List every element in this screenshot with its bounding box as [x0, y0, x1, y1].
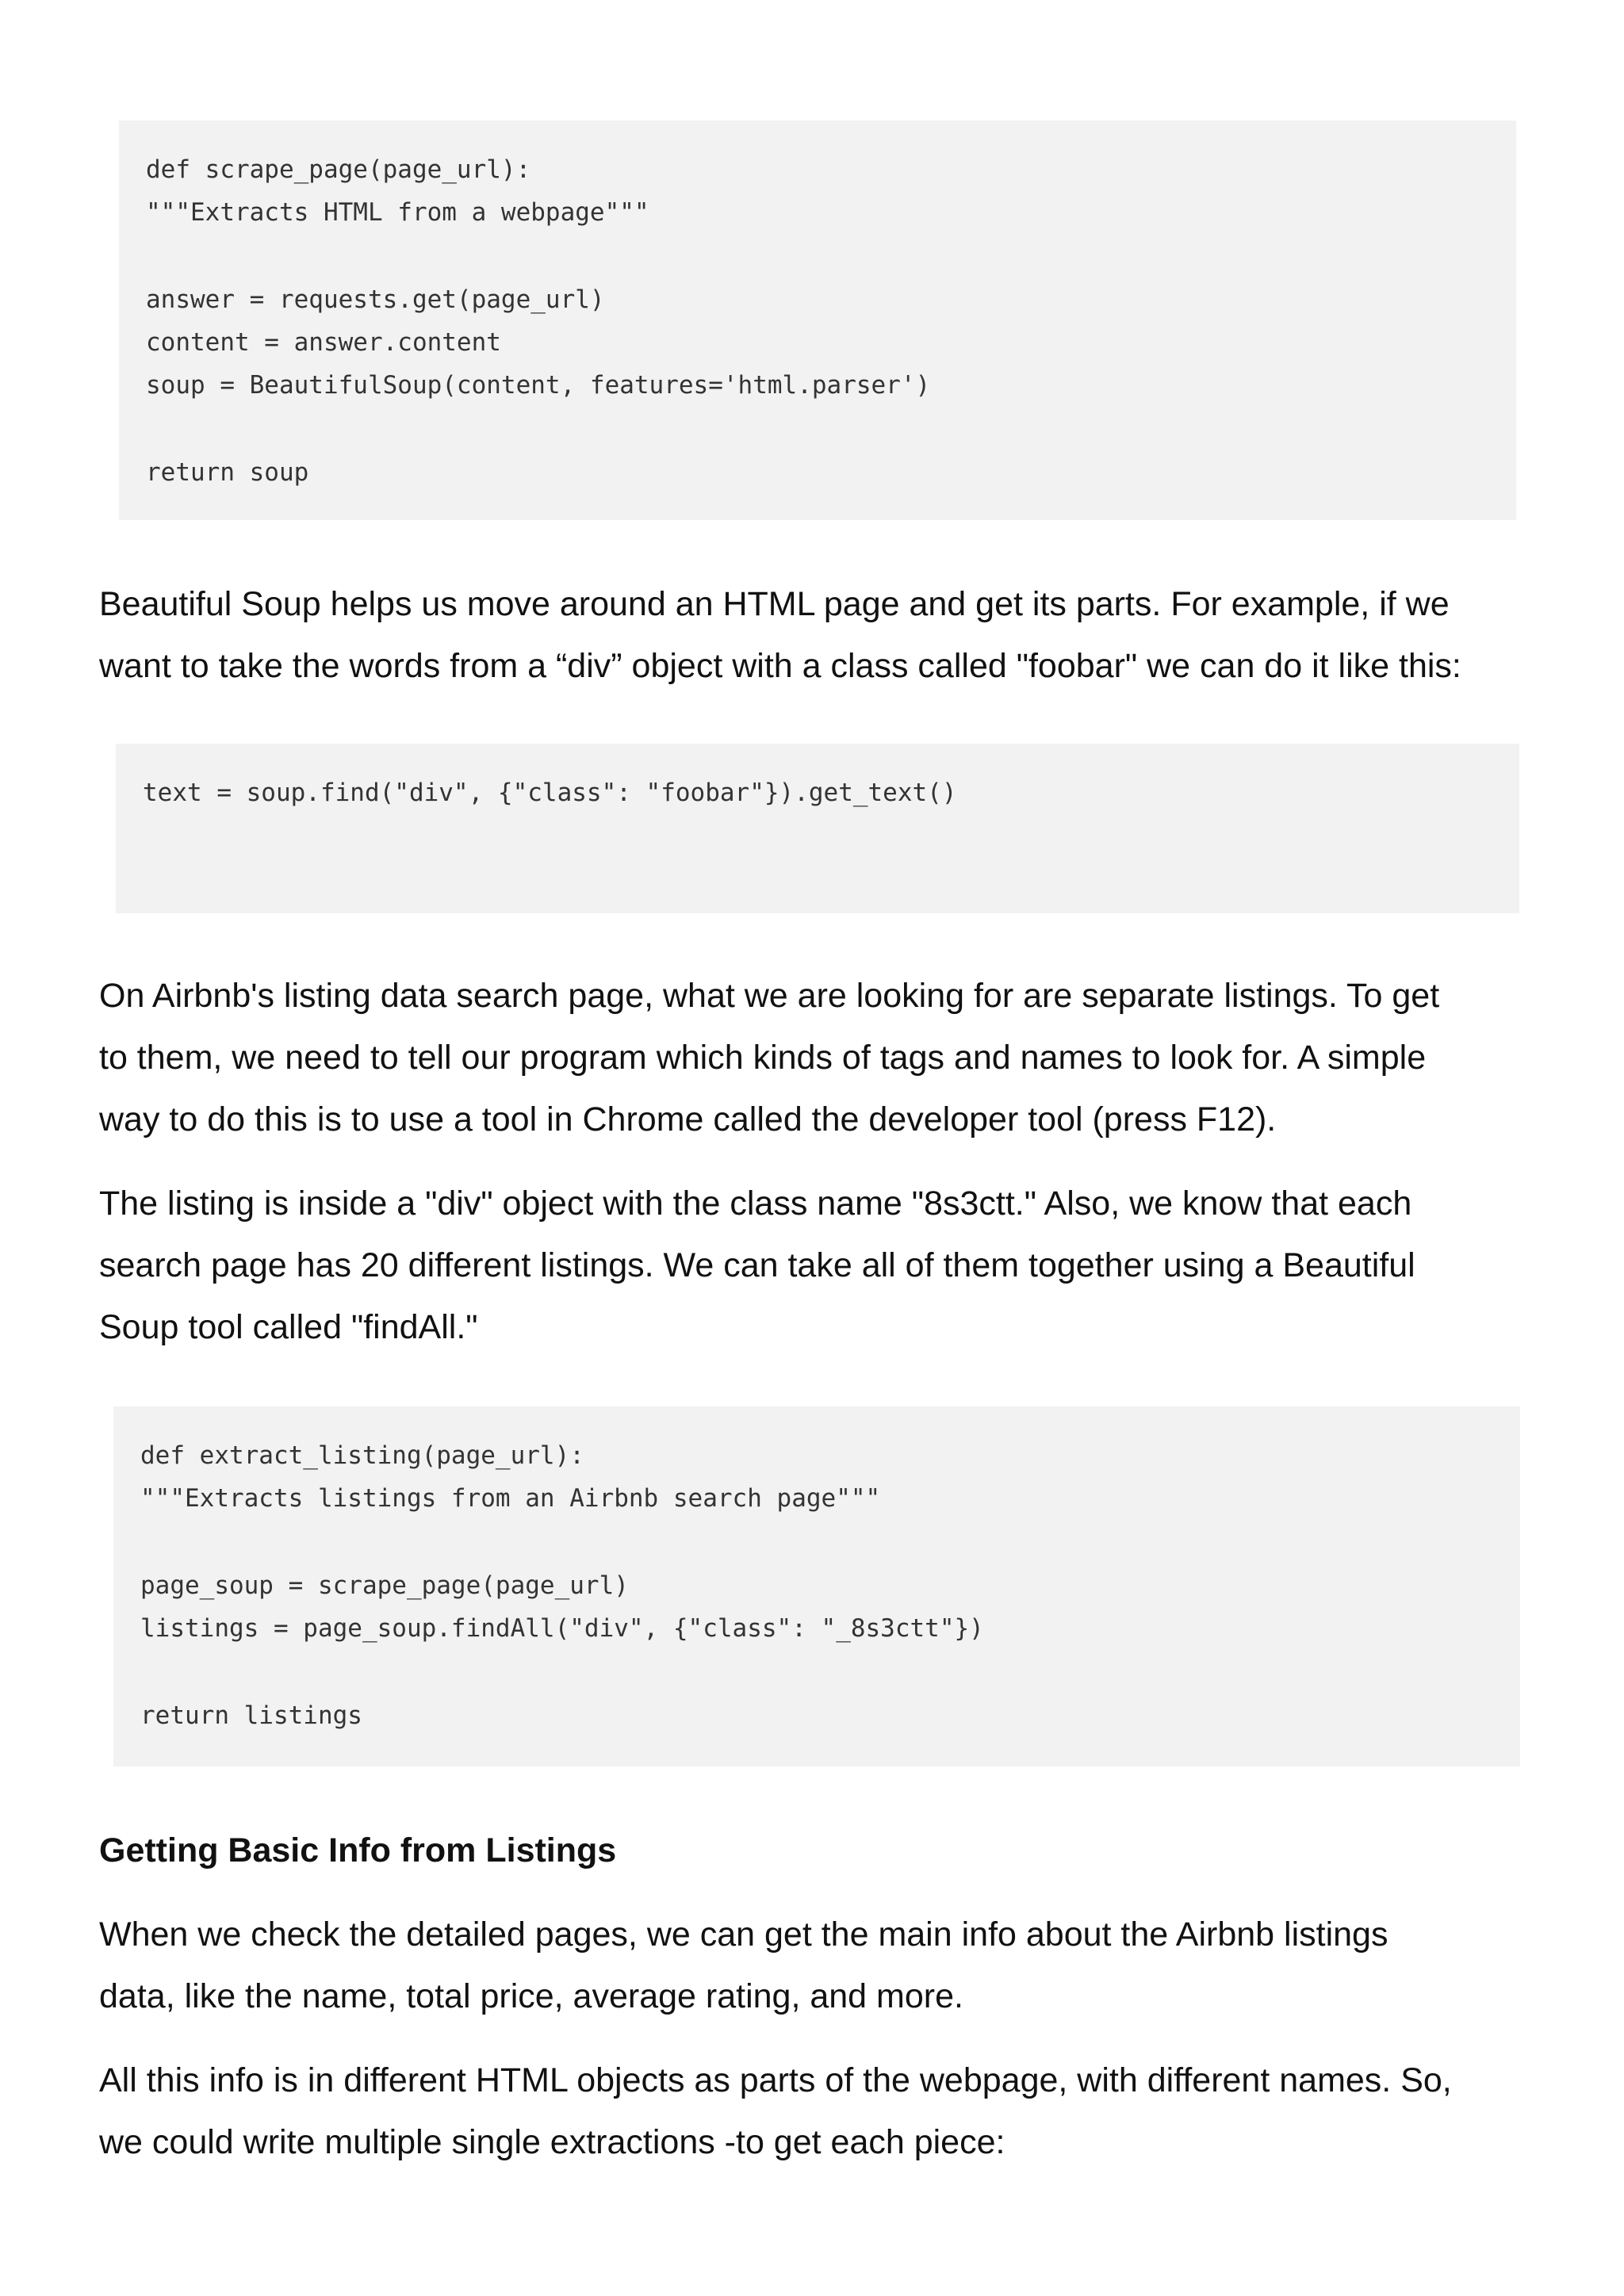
paragraph-line: want to take the words from a “div” object with a class called "foobar" we can do it like this:: [99, 647, 1461, 685]
paragraph-line: way to do this is to use a tool in Chrome called the developer tool (press F12).: [99, 1100, 1277, 1138]
code-line: content = answer.content: [146, 328, 501, 357]
code-block-soup-find: [116, 744, 1519, 913]
code-line: page_soup = scrape_page(page_url): [140, 1571, 629, 1600]
code-line: def scrape_page(page_url):: [146, 155, 531, 184]
code-line: """Extracts listings from an Airbnb search page""": [140, 1484, 881, 1513]
paragraph-line: data, like the name, total price, average rating, and more.: [99, 1977, 963, 2015]
code-line: return soup: [146, 458, 309, 487]
paragraph-line: Beautiful Soup helps us move around an HTML page and get its parts. For example, if we: [99, 585, 1450, 623]
code-line: return listings: [140, 1701, 362, 1730]
paragraph-line: Soup tool called "findAll.": [99, 1308, 478, 1346]
code-line: answer = requests.get(page_url): [146, 285, 605, 314]
paragraph-line: All this info is in different HTML objects as parts of the webpage, with different names. So,: [99, 2061, 1452, 2099]
code-line: listings = page_soup.findAll("div", {"class": "_8s3ctt"}): [140, 1614, 984, 1643]
section-heading: Getting Basic Info from Listings: [99, 1831, 617, 1869]
code-line: soup = BeautifulSoup(content, features='html.parser'): [146, 371, 931, 400]
paragraph-line: we could write multiple single extractions -to get each piece:: [99, 2123, 1005, 2161]
paragraph-line: When we check the detailed pages, we can get the main info about the Airbnb listings: [99, 1915, 1388, 1954]
paragraph-line: search page has 20 different listings. We can take all of them together using a Beautiful: [99, 1246, 1415, 1284]
code-line: """Extracts HTML from a webpage""": [146, 198, 649, 227]
code-line: def extract_listing(page_url):: [140, 1441, 584, 1470]
code-block-scrape-page: [119, 121, 1516, 520]
code-line: text = soup.find("div", {"class": "foobar"}).get_text(): [143, 779, 957, 807]
paragraph-line: On Airbnb's listing data search page, what we are looking for are separate listings. To get: [99, 977, 1440, 1015]
paragraph-line: The listing is inside a "div" object with the class name "8s3ctt." Also, we know that each: [99, 1184, 1412, 1223]
paragraph-line: to them, we need to tell our program which kinds of tags and names to look for. A simple: [99, 1039, 1427, 1077]
code-block-extract-listing: [113, 1406, 1520, 1766]
